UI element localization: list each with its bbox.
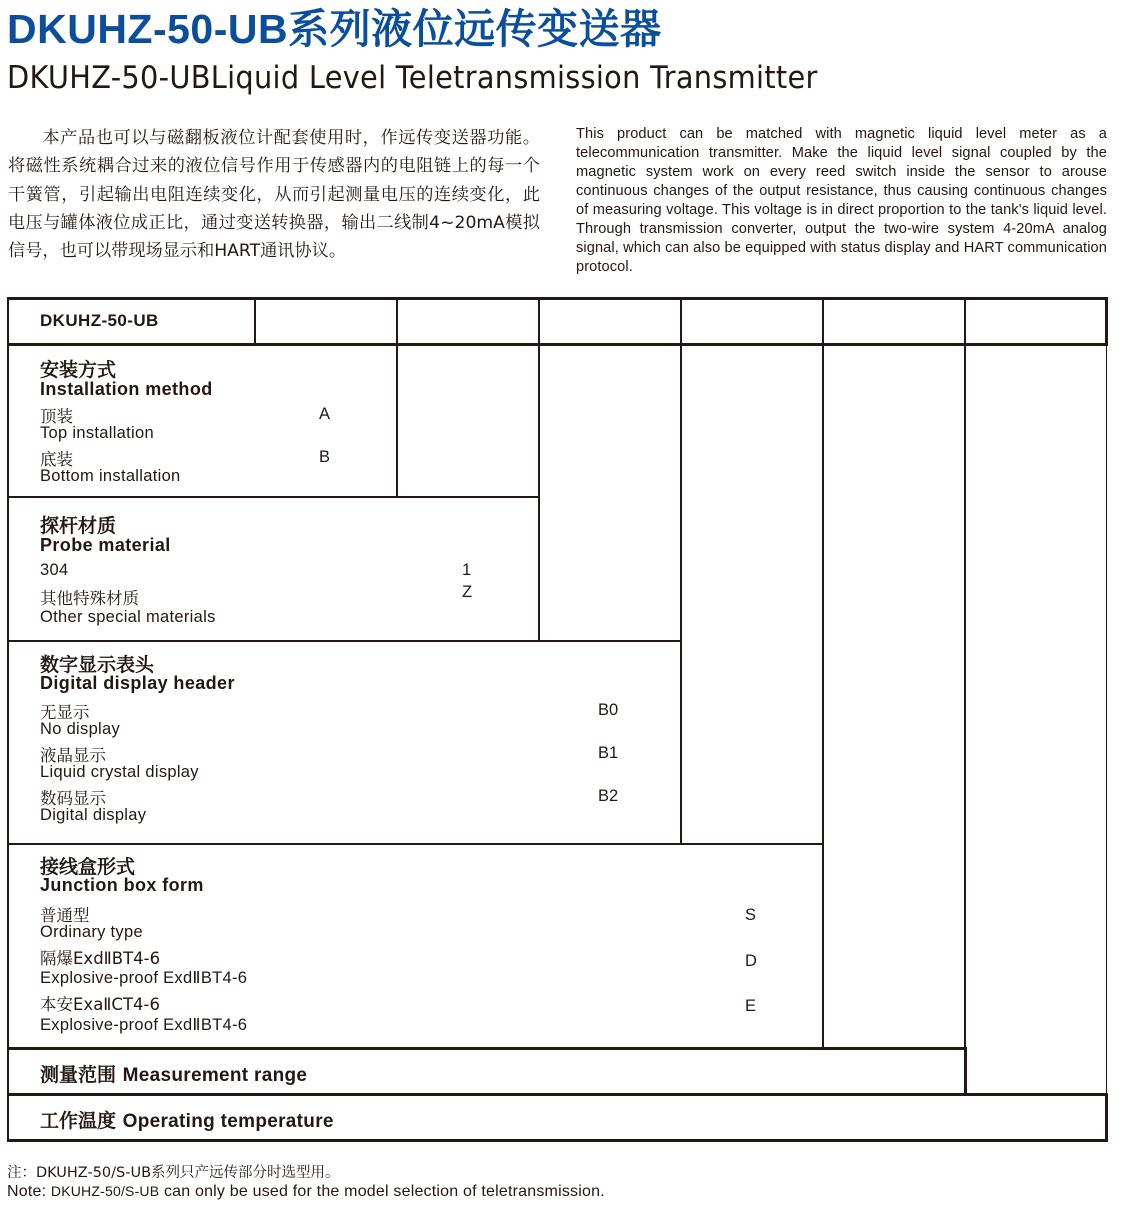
option-label-cn: 隔爆ExdⅡBT4-6	[40, 949, 161, 968]
section-title-cn: 数字显示表头	[40, 654, 155, 676]
column-line-1	[396, 298, 398, 498]
option-code: Z	[462, 583, 473, 601]
header-row-bottom	[7, 343, 1108, 346]
option-label-en: Top installation	[40, 424, 154, 442]
option-label-cn: 数码显示	[40, 789, 106, 808]
section-title-cn: 探杆材质	[40, 515, 117, 537]
option-code: B1	[598, 744, 619, 762]
operating-temperature-label	[40, 1106, 334, 1133]
option-label-en: Ordinary type	[40, 923, 143, 941]
section-2-bottom	[8, 640, 681, 642]
option-label-cn: 底装	[40, 450, 73, 469]
section-1-bottom	[8, 496, 539, 498]
section-title-en: Digital display header	[40, 673, 235, 693]
temperature-row-right	[1105, 1093, 1108, 1142]
option-code: B0	[598, 701, 619, 719]
page-subtitle: DKUHZ-50-UBLiquid Level Teletransmission Transmitter	[7, 60, 818, 96]
table-border-top	[7, 297, 1108, 300]
page-title: DKUHZ-50-UB系列液位远传变送器	[7, 6, 662, 52]
option-code: S	[745, 906, 757, 924]
option-label-cn: 无显示	[40, 703, 90, 722]
option-label-en: Digital display	[40, 806, 147, 824]
section-title-cn: 安装方式	[40, 359, 117, 381]
header-divider	[254, 298, 256, 344]
column-line-5	[964, 298, 966, 1095]
section-title-en: Probe material	[40, 535, 171, 555]
section-title-en: Installation method	[40, 379, 213, 399]
option-label-en: Other special materials	[40, 608, 216, 626]
option-code: 1	[462, 561, 472, 579]
option-label-en: Bottom installation	[40, 467, 181, 485]
option-code: D	[745, 952, 757, 970]
option-label-cn: 本安ExaⅡCT4-6	[40, 995, 160, 1014]
note-cn: 注：DKUHZ-50/S-UB系列只产远传部分时选型用。	[7, 1165, 340, 1181]
row-title-en: Measurement range	[122, 1065, 308, 1086]
model-code: DKUHZ-50-UB	[40, 311, 159, 330]
table-border-left	[7, 297, 9, 1142]
column-line-3	[680, 298, 682, 845]
option-label-cn: 304	[40, 561, 69, 579]
option-label-en: Explosive-proof ExdⅡBT4-6	[40, 1016, 248, 1034]
option-code: B	[319, 448, 331, 466]
option-code: A	[319, 405, 331, 423]
option-label-cn: 顶装	[40, 407, 73, 426]
table-border-bottom	[7, 1139, 1108, 1142]
intro-paragraph-cn: 本产品也可以与磁翻板液位计配套使用时，作远传变送器功能。将磁性系统耦合过来的液位信号作用于传感器内的电阻链上的每一个干簧管，引起输出电阻连续变化，从而引起测量电压的连续变化，此电压与罐体液位成正比，通过变送转换器，输出二线制4~20mA模拟信号，也可以带现场显示和HART通讯协议。	[8, 128, 540, 262]
option-label-en: Explosive-proof ExdⅡBT4-6	[40, 969, 248, 987]
option-label-cn: 其他特殊材质	[40, 589, 139, 608]
note-model-code: DKUHZ-50/S-UB	[50, 1183, 160, 1199]
section-title-cn: 接线盒形式	[40, 856, 136, 878]
note-prefix: Note:	[7, 1183, 51, 1200]
measurement-row-bottom	[7, 1093, 1108, 1096]
row-title-en: Operating temperature	[122, 1111, 334, 1132]
note-en	[7, 1183, 605, 1201]
option-label-cn: 普通型	[40, 906, 90, 925]
row-title-cn: 工作温度	[40, 1110, 117, 1132]
option-code: B2	[598, 787, 619, 805]
table-border-right-lower	[1106, 345, 1108, 1095]
section-title-en: Junction box form	[40, 875, 204, 895]
column-line-4	[822, 298, 824, 1049]
section-3-bottom	[8, 843, 823, 845]
measurement-row-right	[964, 1047, 967, 1096]
note-suffix: can only be used for the model selection of teletransmission.	[159, 1183, 605, 1200]
intro-paragraph-en: This product can be matched with magnetic liquid level meter as a telecommunication transmitter. Make the liquid level signal coupled by the magnetic system work on every reed switch inside the sensor to arouse continuous changes of the output resistance, thus causing continuous changes of measuring voltage. This voltage is in direct proportion to the tank's liquid level. Through transmission converter, output the two-wire system 4-20mA analog signal, which can also be equipped with status display and HART communication protocol.	[576, 126, 1107, 275]
table-border-right	[1105, 297, 1108, 345]
option-label-cn: 液晶显示	[40, 746, 106, 765]
option-label-en: No display	[40, 720, 121, 738]
option-label-en: Liquid crystal display	[40, 763, 199, 781]
measurement-range-label	[40, 1060, 307, 1087]
row-title-cn: 测量范围	[40, 1064, 117, 1086]
option-code: E	[745, 997, 757, 1015]
section-4-bottom	[7, 1047, 967, 1050]
column-line-2	[538, 298, 540, 641]
